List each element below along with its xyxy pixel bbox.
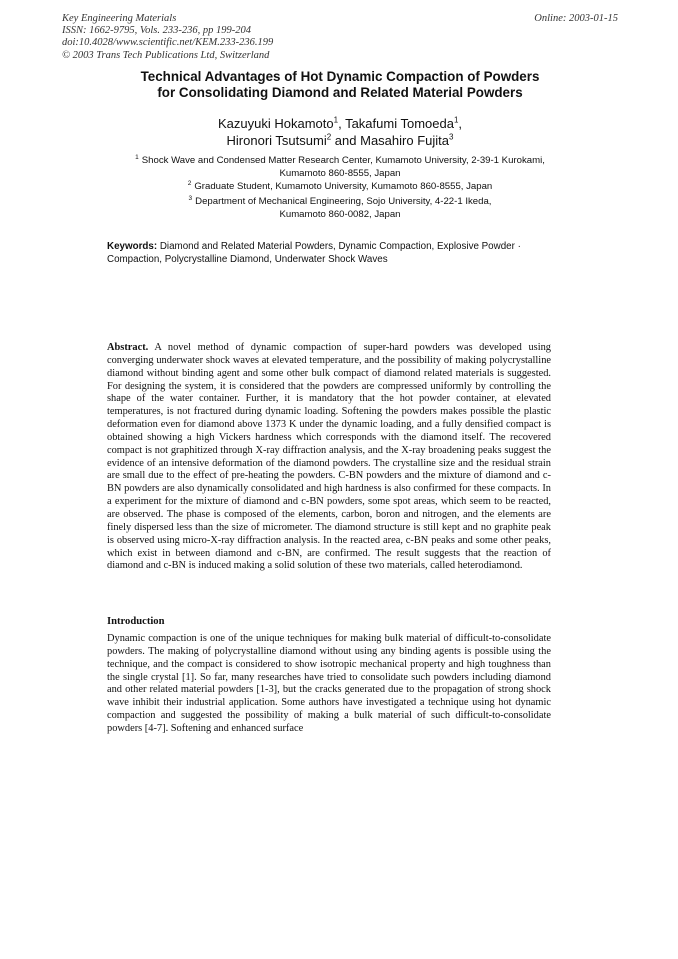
author-affiliation-mark: 3 xyxy=(449,132,454,142)
abstract-text: A novel method of dynamic compaction of super-hard powders was developed using converging underwater shock waves at elevated temperature, and the possibility of making polycrystalline diamond without binding agent and some other bulk compact of diamond related materials is suggested. For designing the system, it is considered that the powders are compressed uniformly by controlling the shape of the water container. Further, it is mandatory that the hot powder container, at elevated temperatures, is not fractured during dynamic loading. Softening the powders makes possible the plastic deformation even for diamond above 1373 K under the dynamic loading, and a fully densified compact is obtained showing a high Vickers hardness which corresponds with the diamond itself. The recovered compact is not graphitized through X-ray diffraction analysis, and the X-ray broadening peaks suggest the evidence of an intensive deformation of the diamond powders. The crystalline size and the residual strain are small due to the effect of pre-heating the powders. C-BN powders and the mixture of diamond and c-BN powders are also dynamically consolidated and high hardness is also confirmed for these compacts. In a experiment for the mixture of diamond and c-BN powders, some spot areas, which seem to be reacted, are observed. The phase is composed of the elements, carbon, boron and nitrogen, and the elements are finely dispersed less than the size of micrometer. The diamond structure is still kept and no graphite peak is observed using micro-X-ray diffraction analysis. In the reacted area, c-BN peaks and some other peaks, which exist in between diamond and c-BN, are confirmed. The result suggests that the reaction of diamond and c-BN is induced making a solid solution of these two materials, called heterodiamond. xyxy=(107,342,551,572)
author-name: Masahiro Fujita xyxy=(360,132,449,148)
author-name: Kazuyuki Hokamoto xyxy=(217,116,334,131)
author-conjunction: and xyxy=(334,132,357,148)
doi-link[interactable]: doi:10.4028/www.scientific.net/KEM.233-236.199 xyxy=(62,37,274,49)
introduction-paragraph: Dynamic compaction is one of the unique techniques for making bulk material of difficult-to-consolidate powders. The making of polycrystalline diamond without using any binding agents is possible using the technique, and the compact is considered to show isotropic mechanical property and high toughness than the single crystal [1]. So far, many researches have tried to consolidate such powders including diamond and other related material powders [1-3], but the cracks generated due to the propagation of strong shock wave inhibit their industrial application. Some authors have investigated a technique using hot dynamic compaction and suggested the possibility of making a bulk material of such difficult-to-consolidate powders [4-7]. Softening and enhanced surface xyxy=(107,633,551,734)
keywords-label: Keywords: xyxy=(107,241,158,252)
author-name: Hironori Tsutsumi xyxy=(226,132,327,148)
affiliation-line: Kumamoto 860-0082, Japan xyxy=(279,208,401,220)
affiliation-mark: 1 xyxy=(135,153,139,161)
author-name: Takafumi Tomoeda xyxy=(345,116,454,131)
online-date: Online: 2003-01-15 xyxy=(534,13,618,24)
paper-title xyxy=(60,69,620,101)
author-list: Kazuyuki Hokamoto$^1$, Takafumi Tomoeda$^1$, Hironori Tsutsumi$^2$ and Masahiro Fujita$^3$ xyxy=(217,115,463,148)
author-affiliation-mark: 1 xyxy=(333,115,339,125)
affiliation xyxy=(60,196,620,221)
abstract-block xyxy=(107,342,551,573)
journal-header xyxy=(62,13,618,62)
abstract-label: Abstract. xyxy=(107,342,149,353)
copyright-line: © 2003 Trans Tech Publications Ltd, Switzerland xyxy=(62,49,270,61)
title-line-1: Technical Advantages of Hot Dynamic Compaction of Powders xyxy=(140,69,540,84)
affiliation xyxy=(60,155,620,180)
affiliation-line: Kumamoto 860-8555, Japan xyxy=(279,167,401,179)
author-affiliation-mark: 1 xyxy=(453,115,459,125)
affiliation-line: Shock Wave and Condensed Matter Research Center, Kumamoto University, 2-39-1 Kurokami, xyxy=(141,155,545,166)
issn-line: ISSN: 1662-9795, Vols. 233-236, pp 199-204 xyxy=(62,25,251,37)
section-heading: Introduction xyxy=(107,616,165,627)
keywords-block xyxy=(107,241,571,266)
affiliation-mark: 2 xyxy=(187,179,192,187)
author-affiliation-mark: 2 xyxy=(326,132,332,142)
keywords-text: Diamond and Related Material Powders, Dynamic Compaction, Explosive Powder · Compaction, Polycrystalline Diamond, Underwater Shock Waves xyxy=(107,241,521,265)
journal-name: Key Engineering Materials xyxy=(62,13,177,24)
affiliation-mark: 3 xyxy=(188,194,193,202)
title-line-2: for Consolidating Diamond and Related Material Powders xyxy=(157,84,523,100)
affiliation-line: Graduate Student, Kumamoto University, Kumamoto 860-8555, Japan xyxy=(194,181,493,192)
affiliation-line: Department of Mechanical Engineering, Sojo University, 4-22-1 Ikeda, xyxy=(195,196,492,207)
affiliation xyxy=(60,181,620,194)
